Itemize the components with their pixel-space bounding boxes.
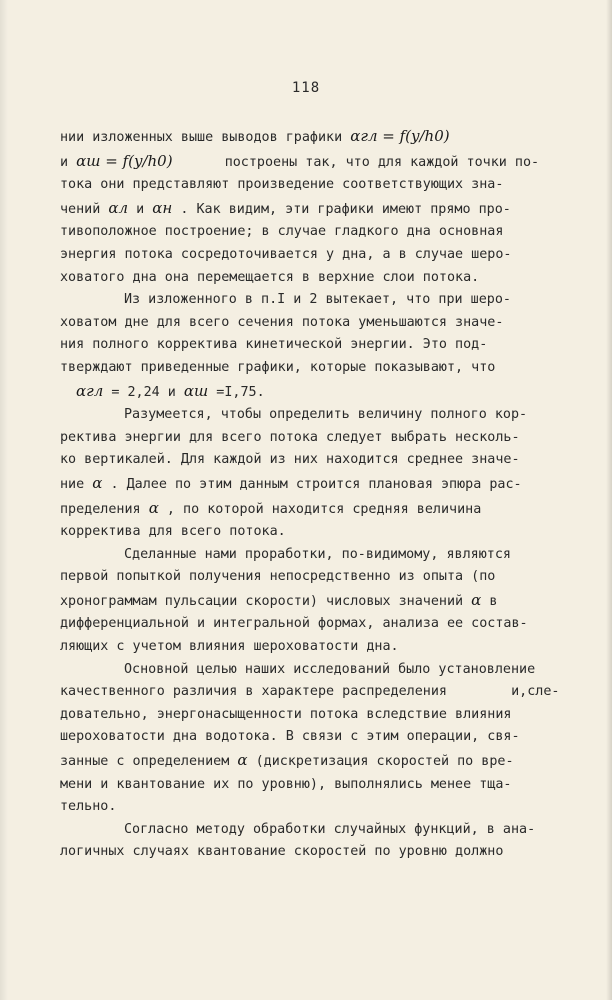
text-line: корректива для всего потока. [60,524,286,540]
handwritten-symbol-alpha: α [92,473,103,492]
text-line: ректива энергии для всего потока следует выбрать несколь- [60,429,520,445]
text-line: Основной целью наших исследований было установление [124,661,536,677]
text-line [60,125,590,150]
text-line: тивоположное построение; в случае гладкого дна основная [60,224,504,240]
text-run: (дискретизация скоростей по вре- [255,754,514,770]
text-line: ховатом дне для всего сечения потока уменьшаются значе- [60,314,504,330]
text-line: тверждают приведенные графики, которые показывают, что [60,359,496,375]
text-run: чений [60,201,101,217]
text-line: шероховатости дна водотока. В связи с этим операции, свя- [60,729,520,745]
text-run: ние [60,476,85,492]
text-run: пределения [60,501,141,517]
text-run: хронограммам пульсации скорости) числовых значений [60,593,464,609]
text-line: тока они представляют произведение соответствующих зна- [60,177,504,193]
text-line [60,589,590,614]
text-run: и [136,201,145,217]
handwritten-formula-alpha-gl: αгл = f(y/h0) [350,127,450,145]
text-line: Разумеется, чтобы определить величину полного кор- [124,407,528,423]
text-line [60,472,590,497]
text-line [60,150,590,175]
body-text [60,125,590,864]
handwritten-symbol-alpha-n: αн [152,198,173,217]
text-line: Согласно методу обработки случайных функций, в ана- [124,821,536,837]
handwritten-symbol-alpha: α [471,590,482,609]
text-line [60,497,590,522]
text-line: мени и квантование их по уровню), выполнялись менее тща- [60,776,512,792]
text-run: в [489,593,498,609]
text-run: . Как видим, эти графики имеют прямо про- [180,201,511,217]
text-run: и,сле- [511,684,560,700]
text-line [60,681,590,704]
handwritten-symbol-alpha-gl: αгл [76,381,104,400]
handwritten-symbol-alpha: α [237,751,248,770]
text-line: логичных случаях квантование скоростей по уровню должно [60,844,504,860]
text-run: . Далее по этим данным строится плановая эпюра рас- [110,476,522,492]
text-line [60,197,590,222]
text-line: тельно. [60,799,117,815]
text-line: ко вертикалей. Для каждой из них находится среднее значе- [60,452,520,468]
page-number: 118 [291,80,321,96]
text-run: = 2,24 и [111,384,176,400]
page-edge-shadow [606,0,612,1000]
text-line [60,380,590,405]
handwritten-symbol-alpha-l: αл [108,198,129,217]
text-run: построены так, что для каждой точки по- [224,154,540,170]
text-run: занные с определением [60,754,230,770]
text-line: Сделанные нами проработки, по-видимому, являются [124,546,511,562]
text-line: дифференциальной и интегральной формах, анализа ее состав- [60,616,528,632]
text-run: =I,75. [216,384,265,400]
text-line [60,749,590,774]
text-run: , по которой находится средняя величина [166,501,482,517]
handwritten-symbol-alpha-sh: αш [183,381,209,400]
text-line: довательно, энергонасыщенности потока вследствие влияния [60,706,512,722]
text-run: нии изложенных выше выводов графики [60,130,343,145]
handwritten-formula-alpha-sh: αш = f(y/h0) [76,151,173,170]
text-line: ляющих с учетом влияния шероховатости дна. [60,639,399,655]
page-fold-shadow [0,0,8,1000]
text-line: первой попыткой получения непосредственно из опыта (по [60,569,496,585]
text-line: ховатого дна она перемещается в верхние слои потока. [60,269,480,285]
text-run: качественного различия в характере распределения [60,684,447,700]
text-line: энергия потока сосредоточивается у дна, а в случае шеро- [60,246,512,262]
handwritten-symbol-alpha: α [148,498,159,517]
text-run: и [60,154,69,170]
text-line: ния полного корректива кинетической энергии. Это под- [60,337,488,353]
text-line: Из изложенного в п.I и 2 вытекает, что при шеро- [124,292,511,308]
